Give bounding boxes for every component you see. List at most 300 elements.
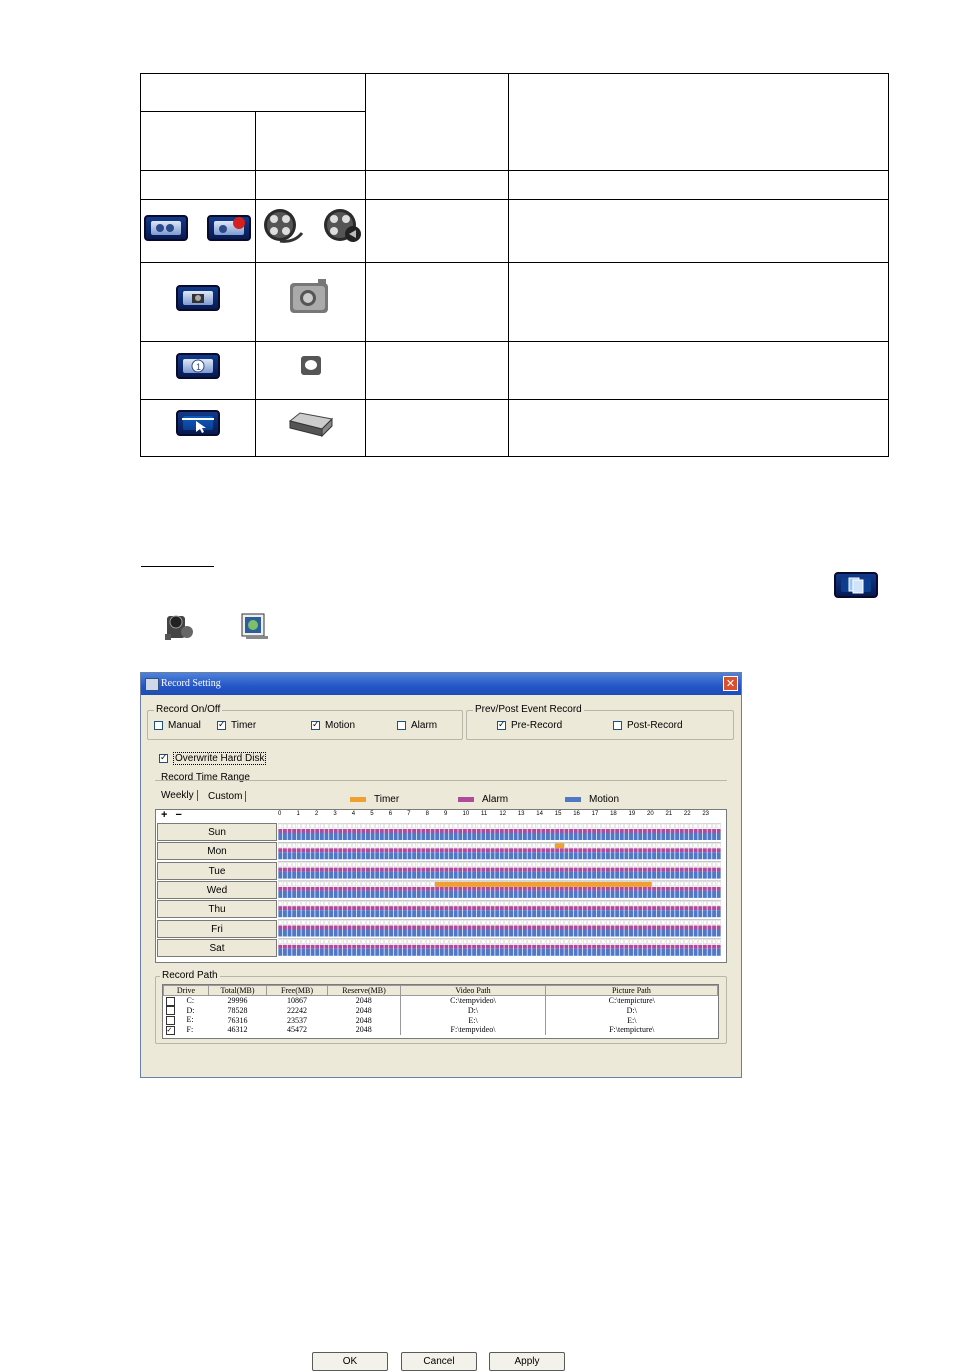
- table-header-cell: [365, 73, 509, 171]
- table-row[interactable]: [164, 996, 718, 1006]
- slot-cell: [445, 901, 448, 905]
- reserve-cell: 2048: [355, 1025, 372, 1035]
- drive-label: F:: [186, 1024, 194, 1034]
- day-label[interactable]: Sat: [157, 939, 277, 957]
- slot-cell: [302, 863, 305, 867]
- slot-cell: [657, 921, 660, 925]
- alarm-checkbox[interactable]: [397, 720, 437, 731]
- table-subheader-cell: [140, 111, 256, 171]
- slot-cell: [380, 824, 383, 828]
- slot-cell: [703, 882, 706, 886]
- slot-cell: [717, 882, 720, 886]
- legend-swatch: [565, 797, 581, 802]
- slot-cell: [602, 921, 605, 925]
- slot-cell: [699, 843, 702, 847]
- slot-cell: [666, 940, 669, 944]
- slot-cell: [422, 901, 425, 905]
- column-header[interactable]: Drive: [164, 986, 209, 996]
- picture-cell: D:\: [546, 1006, 718, 1016]
- slot-cell: [523, 863, 526, 867]
- slot-cell: [316, 901, 319, 905]
- slot-cell: [440, 843, 443, 847]
- slot-cell: [569, 843, 572, 847]
- hour-label: 3: [333, 811, 337, 817]
- slot-cell: [435, 940, 438, 944]
- slot-cell: [662, 901, 665, 905]
- slot-cell: [366, 940, 369, 944]
- table-cell: [255, 170, 366, 200]
- day-label[interactable]: Sun: [157, 823, 277, 841]
- hour-label: 22: [683, 811, 691, 817]
- camera-icon: [288, 277, 332, 315]
- checkbox-box[interactable]: [613, 721, 622, 730]
- slot-cell: [509, 940, 512, 944]
- slot-cell: [316, 940, 319, 944]
- hour-label: 10: [462, 811, 470, 817]
- column-header[interactable]: Video Path: [401, 986, 546, 996]
- info-icon: [176, 353, 220, 379]
- checkbox-box[interactable]: [159, 754, 168, 763]
- slot-cell: [579, 940, 582, 944]
- slot-cell: [339, 882, 342, 886]
- slot-cell: [657, 940, 660, 944]
- snapshot-icon: [176, 285, 220, 311]
- slot-cell: [634, 824, 637, 828]
- table-cell: [365, 399, 509, 457]
- slot-cell: [588, 824, 591, 828]
- slot-cell: [362, 843, 365, 847]
- slot-cell: [366, 882, 369, 886]
- slot-cell: [514, 940, 517, 944]
- post-record-checkbox[interactable]: [613, 720, 683, 731]
- free-cell: 45472: [287, 1025, 307, 1035]
- slot-cell: [408, 882, 411, 886]
- slot-cell: [574, 940, 577, 944]
- ok-button[interactable]: OK: [312, 1352, 388, 1371]
- pre-record-checkbox[interactable]: [497, 720, 562, 731]
- slot-cell: [477, 901, 480, 905]
- hour-label: 18: [610, 811, 617, 817]
- slot-cell: [542, 901, 545, 905]
- slot-cell: [329, 940, 332, 944]
- slot-cell: [639, 863, 642, 867]
- table-cell: [365, 341, 509, 400]
- hour-label: 13: [517, 811, 525, 817]
- column-header[interactable]: Reserve(MB): [328, 986, 401, 996]
- slot-cell: [412, 882, 415, 886]
- slot-cell: [588, 940, 591, 944]
- slot-cell: [463, 824, 466, 828]
- slot-cell: [629, 863, 632, 867]
- slot-cell: [325, 863, 328, 867]
- slot-cell: [643, 843, 646, 847]
- slot-cell: [426, 921, 429, 925]
- slot-cell: [546, 843, 549, 847]
- schedule-grid: [155, 809, 727, 963]
- slot-cell: [394, 921, 397, 925]
- slot-cell: [320, 882, 323, 886]
- slot-cell: [560, 824, 563, 828]
- tab-weekly[interactable]: Weekly: [161, 790, 198, 801]
- legend-swatch: [458, 797, 474, 802]
- slot-cell: [472, 824, 475, 828]
- slot-cell: [449, 940, 452, 944]
- film-reel-icon: [260, 207, 304, 245]
- slot-cell: [648, 901, 651, 905]
- slot-cell: [495, 901, 498, 905]
- slot-cell: [537, 901, 540, 905]
- total-cell: 76316: [227, 1015, 248, 1025]
- slot-cell: [532, 863, 535, 867]
- column-header[interactable]: Picture Path: [546, 986, 718, 996]
- slot-cell: [685, 882, 688, 886]
- slot-cell: [569, 824, 572, 828]
- slot-cell: [694, 824, 697, 828]
- slot-cell: [505, 940, 508, 944]
- day-label[interactable]: Wed: [157, 881, 277, 899]
- slot-cell: [426, 824, 429, 828]
- legend-label: Timer: [374, 794, 400, 805]
- slot-cell: [357, 882, 360, 886]
- slot-cell: [463, 940, 466, 944]
- hour-label: 14: [536, 811, 543, 817]
- slot-cell: [357, 901, 360, 905]
- slot-cell: [514, 863, 517, 867]
- slot-cell: [519, 824, 522, 828]
- checkbox-box[interactable]: [397, 721, 406, 730]
- slot-cell: [348, 921, 351, 925]
- slot-cell: [657, 882, 660, 886]
- slot-cell: [620, 921, 623, 925]
- slot-cell: [523, 940, 526, 944]
- slot-cell: [371, 863, 374, 867]
- slot-cell: [288, 863, 291, 867]
- slot-cell: [343, 901, 346, 905]
- slot-cell: [288, 901, 291, 905]
- column-header[interactable]: Total(MB): [209, 986, 267, 996]
- timer-checkbox[interactable]: [217, 720, 256, 731]
- slot-cell: [463, 863, 466, 867]
- slot-cell: [325, 843, 328, 847]
- slot-cell: [362, 824, 365, 828]
- slot-cell: [417, 882, 420, 886]
- slot-cell: [662, 921, 665, 925]
- drive-checkbox[interactable]: [166, 1006, 175, 1015]
- slot-cell: [555, 863, 558, 867]
- cancel-button[interactable]: Cancel: [401, 1352, 477, 1371]
- slot-cell: [657, 824, 660, 828]
- slot-cell: [505, 901, 508, 905]
- slot-cell: [639, 921, 642, 925]
- slot-cell: [694, 901, 697, 905]
- picture-icon: [240, 612, 270, 642]
- table-cell: [508, 199, 889, 263]
- slot-cell: [542, 863, 545, 867]
- slot-cell: [606, 863, 609, 867]
- slot-cell: [468, 863, 471, 867]
- group-label: Record On/Off: [156, 704, 221, 715]
- slot-cell: [477, 843, 480, 847]
- video-camera-icon: [162, 608, 196, 642]
- slot-cell: [652, 882, 655, 886]
- zoom-in-button[interactable]: +: [161, 809, 168, 821]
- slot-cell: [357, 940, 360, 944]
- slot-cell: [334, 921, 337, 925]
- slot-cell: [671, 863, 674, 867]
- slot-cell: [652, 843, 655, 847]
- slot-cell: [574, 921, 577, 925]
- slot-cell: [329, 882, 332, 886]
- slot-cell: [639, 843, 642, 847]
- slot-cell: [634, 843, 637, 847]
- slot-cell: [426, 863, 429, 867]
- slot-cell: [551, 940, 554, 944]
- slot-cell: [565, 921, 568, 925]
- slot-cell: [408, 824, 411, 828]
- slot-cell: [362, 901, 365, 905]
- slot-cell: [371, 901, 374, 905]
- table-cell: [508, 262, 889, 342]
- zoom-controls: [157, 811, 193, 821]
- slot-cell: [671, 901, 674, 905]
- slot-cell: [712, 940, 715, 944]
- slot-cell: [680, 921, 683, 925]
- slot-cell: [523, 901, 526, 905]
- slot-cell: [399, 901, 402, 905]
- slot-cell: [417, 824, 420, 828]
- table-row[interactable]: [164, 1006, 718, 1016]
- slot-cell: [302, 921, 305, 925]
- table-cell: [365, 199, 509, 263]
- slot-cell: [283, 863, 286, 867]
- slot-cell: [435, 863, 438, 867]
- slot-cell: [283, 882, 286, 886]
- zoom-out-button[interactable]: −: [175, 809, 182, 821]
- slot-cell: [689, 921, 692, 925]
- slot-cell: [652, 901, 655, 905]
- slot-cell: [680, 882, 683, 886]
- slot-cell: [408, 921, 411, 925]
- slot-cell: [712, 843, 715, 847]
- slot-cell: [288, 940, 291, 944]
- slot-cell: [699, 824, 702, 828]
- slot-cell: [611, 824, 614, 828]
- drive-checkbox[interactable]: ✓: [166, 1026, 175, 1035]
- slot-cell: [592, 824, 595, 828]
- motion-checkbox[interactable]: [311, 720, 355, 731]
- day-label[interactable]: Tue: [157, 862, 277, 880]
- slot-cell: [555, 940, 558, 944]
- slot-cell: [532, 940, 535, 944]
- slot-cell: [523, 921, 526, 925]
- slot-cell: [316, 824, 319, 828]
- slot-cell: [279, 824, 282, 828]
- slot-cell: [316, 843, 319, 847]
- slot-cell: [348, 863, 351, 867]
- slot-cell: [366, 901, 369, 905]
- slot-cell: [311, 882, 314, 886]
- picture-cell: E:\: [546, 1015, 718, 1025]
- slot-cell: [657, 843, 660, 847]
- slot-cell: [399, 940, 402, 944]
- day-label[interactable]: Mon: [157, 842, 277, 860]
- files-icon[interactable]: [834, 572, 878, 598]
- checkbox-box[interactable]: [311, 721, 320, 730]
- slot-cell: [542, 940, 545, 944]
- slot-cell: [606, 940, 609, 944]
- hour-label: 1: [296, 811, 300, 817]
- slot-cell: [652, 863, 655, 867]
- table-cell: [508, 341, 889, 400]
- slot-cell: [569, 901, 572, 905]
- slot-cell: [283, 901, 286, 905]
- slot-cell: [708, 940, 711, 944]
- slot-cell: [380, 843, 383, 847]
- slot-cell: [389, 940, 392, 944]
- drive-checkbox[interactable]: [166, 997, 175, 1006]
- slot-cell: [675, 843, 678, 847]
- checkbox-label: Pre-Record: [511, 720, 563, 731]
- slot-cell: [509, 863, 512, 867]
- slot-cell: [555, 901, 558, 905]
- slot-cell: [620, 940, 623, 944]
- slot-cell: [634, 921, 637, 925]
- tab-custom[interactable]: Custom: [208, 791, 246, 802]
- slot-cell: [509, 921, 512, 925]
- slot-cell: [431, 824, 434, 828]
- slot-cell: [588, 901, 591, 905]
- slot-cell: [468, 901, 471, 905]
- slot-cell: [292, 882, 295, 886]
- slot-cell: [555, 824, 558, 828]
- slot-cell: [579, 863, 582, 867]
- slot-cell: [311, 901, 314, 905]
- table-cell: [365, 170, 509, 200]
- day-label[interactable]: Fri: [157, 920, 277, 938]
- slot-cell: [306, 901, 309, 905]
- slot-cell: [648, 921, 651, 925]
- slot-cell: [348, 824, 351, 828]
- slot-cell: [385, 882, 388, 886]
- slot-cell: [689, 882, 692, 886]
- timer-block: [555, 843, 564, 848]
- manual-checkbox[interactable]: [154, 720, 201, 731]
- slot-cell: [380, 882, 383, 886]
- slot-cell: [352, 921, 355, 925]
- slot-cell: [389, 921, 392, 925]
- hour-label: 15: [554, 811, 562, 817]
- slot-cell: [597, 921, 600, 925]
- overwrite-checkbox[interactable]: [159, 752, 266, 765]
- slot-cell: [500, 863, 503, 867]
- slot-cell: [440, 901, 443, 905]
- slot-cell: [680, 824, 683, 828]
- slot-cell: [380, 940, 383, 944]
- checkbox-box[interactable]: [497, 721, 506, 730]
- slot-cell: [339, 863, 342, 867]
- drive-checkbox[interactable]: [166, 1016, 175, 1025]
- slot-cell: [357, 863, 360, 867]
- title-bar[interactable]: [141, 673, 741, 695]
- slot-cell: [652, 921, 655, 925]
- table-row[interactable]: [164, 1015, 718, 1025]
- day-label[interactable]: Thu: [157, 900, 277, 918]
- slot-cell: [352, 940, 355, 944]
- slot-cell: [297, 843, 300, 847]
- slot-cell: [629, 940, 632, 944]
- slot-cell: [288, 882, 291, 886]
- record-icon: [144, 215, 188, 241]
- table-cell: [508, 399, 889, 457]
- slot-cell: [394, 940, 397, 944]
- slot-cell: [380, 863, 383, 867]
- slot-cell: [408, 940, 411, 944]
- slot-cell: [592, 921, 595, 925]
- slot-cell: [523, 824, 526, 828]
- slot-cell: [292, 824, 295, 828]
- slot-cell: [279, 843, 282, 847]
- slot-cell: [657, 901, 660, 905]
- slot-cell: [685, 901, 688, 905]
- slot-cell: [592, 901, 595, 905]
- slot-cell: [343, 921, 346, 925]
- slot-cell: [352, 843, 355, 847]
- slot-cell: [459, 863, 462, 867]
- slot-cell: [422, 863, 425, 867]
- column-header[interactable]: Free(MB): [267, 986, 328, 996]
- slot-cell: [662, 882, 665, 886]
- checkbox-box[interactable]: [154, 721, 163, 730]
- slot-cell: [325, 824, 328, 828]
- hour-label: 21: [665, 811, 673, 817]
- slot-cell: [565, 843, 568, 847]
- hour-label: 5: [370, 811, 374, 817]
- slot-cell: [403, 882, 406, 886]
- slot-cell: [694, 940, 697, 944]
- slot-cell: [371, 843, 374, 847]
- apply-button[interactable]: Apply: [489, 1352, 565, 1371]
- slot-cell: [560, 901, 563, 905]
- slot-cell: [666, 901, 669, 905]
- drive-cell: [164, 1006, 209, 1016]
- slot-cell: [551, 901, 554, 905]
- slot-cell: [311, 843, 314, 847]
- slot-cell: [348, 882, 351, 886]
- slot-cell: [343, 843, 346, 847]
- schedule-cells[interactable]: [278, 823, 721, 957]
- slot-cell: [528, 824, 531, 828]
- slot-cell: [320, 921, 323, 925]
- hour-label: 23: [702, 811, 710, 817]
- slot-cell: [588, 863, 591, 867]
- slot-cell: [514, 921, 517, 925]
- slot-cell: [634, 863, 637, 867]
- slot-cell: [699, 882, 702, 886]
- slot-cell: [389, 843, 392, 847]
- slot-cell: [385, 940, 388, 944]
- slot-cell: [625, 901, 628, 905]
- close-button[interactable]: ✕: [723, 676, 738, 691]
- slot-cell: [320, 940, 323, 944]
- slot-cell: [634, 940, 637, 944]
- legend-label: Motion: [589, 794, 620, 805]
- slot-cell: [505, 863, 508, 867]
- table-subheader-cell: [255, 111, 366, 171]
- checkbox-box[interactable]: [217, 721, 226, 730]
- table-row[interactable]: [164, 1025, 718, 1035]
- speech-bubble-icon: [300, 355, 322, 377]
- slot-cell: [376, 843, 379, 847]
